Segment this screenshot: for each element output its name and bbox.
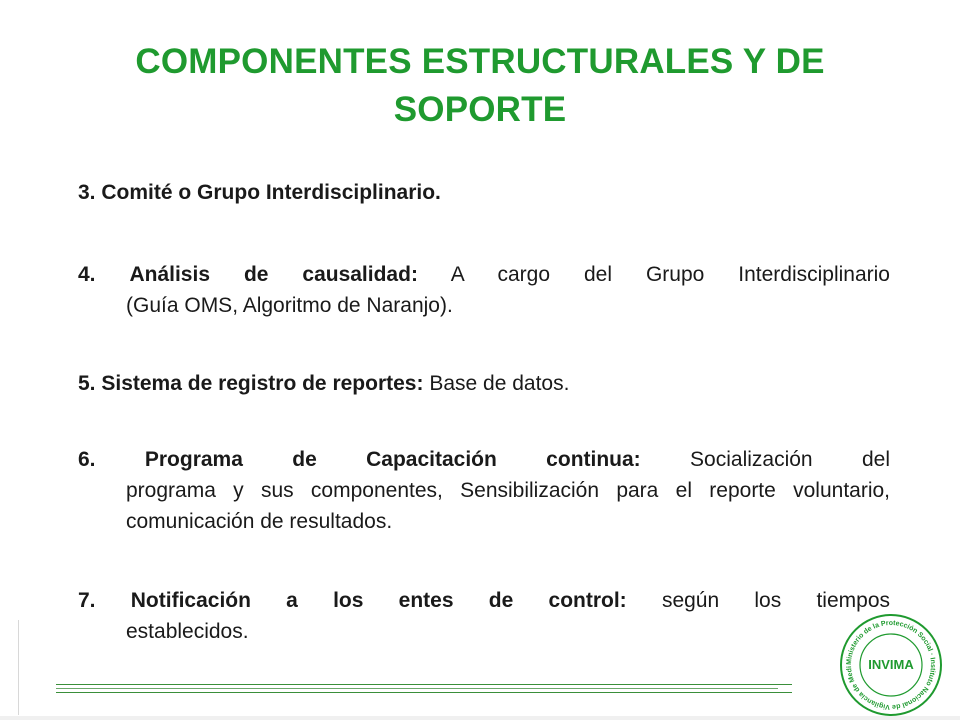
item-term: Programa de Capacitación continua: <box>144 448 641 471</box>
slide-title: COMPONENTES ESTRUCTURALES Y DE SOPORTE <box>135 42 825 129</box>
footer-rule <box>56 692 792 693</box>
list-item-5 <box>78 368 890 399</box>
list-item-7 <box>78 585 890 647</box>
item-number: 3. <box>78 181 96 204</box>
footer-rule <box>56 684 792 685</box>
item-term: Comité o Grupo Interdisciplinario. <box>101 181 441 204</box>
item-text: Base de datos. <box>429 372 570 395</box>
footer-band <box>0 716 960 720</box>
item-term: Análisis de causalidad: <box>129 263 418 286</box>
footer-rule <box>56 688 778 689</box>
item-term: Sistema de registro de reportes: <box>101 372 424 395</box>
item-number: 6. <box>78 448 96 471</box>
item-text: según los tiempos <box>661 589 891 612</box>
logo-ring-text: Ministerio de la Protección Social · Instituto Nacional de Vigilancia de Medi <box>845 619 937 711</box>
item-number: 4. <box>78 263 96 286</box>
item-continuation: programa y sus componentes, Sensibilización para el reporte voluntario, comunicación de resultados. <box>126 479 890 533</box>
list-item-6 <box>78 444 890 537</box>
item-number: 5. <box>78 372 96 395</box>
item-number: 7. <box>78 589 96 612</box>
list-item-4 <box>78 259 890 321</box>
item-term: Notificación a los entes de control: <box>130 589 627 612</box>
item-continuation: (Guía OMS, Algoritmo de Naranjo). <box>126 294 453 317</box>
left-divider <box>18 620 19 715</box>
list-item-3 <box>78 177 890 208</box>
item-text: Socialización del <box>690 448 890 471</box>
logo-center-text: INVIMA <box>868 657 914 672</box>
invima-logo <box>838 612 944 718</box>
item-text: A cargo del Grupo Interdisciplinario <box>450 263 890 286</box>
item-continuation: establecidos. <box>126 620 249 643</box>
